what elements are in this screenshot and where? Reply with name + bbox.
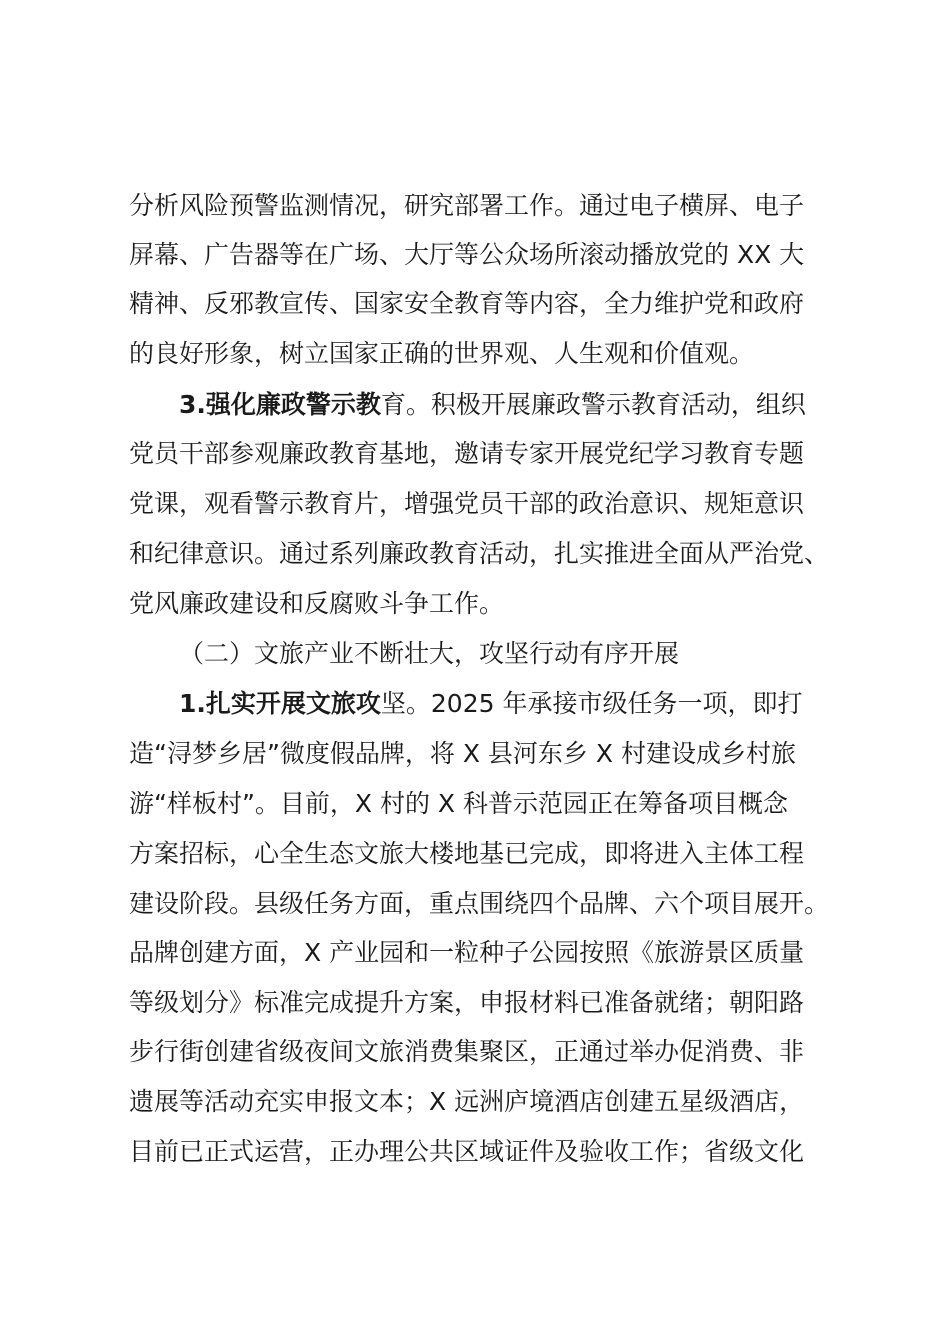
body-text-line: 等级划分》标准完成提升方案，申报材料已准备就绪；朝阳路 <box>129 988 805 1017</box>
body-text-line: 的良好形象，树立国家正确的世界观、人生观和价值观。 <box>129 339 755 368</box>
body-text-line: 和纪律意识。通过系列廉政教育活动，扎实推进全面从严治党、 <box>129 539 830 568</box>
body-text-line: 党课，观看警示教育片，增强党员干部的政治意识、规矩意识 <box>129 489 805 518</box>
subsection-heading: （二）文旅产业不断壮大，攻坚行动有序开展 <box>179 639 680 668</box>
body-text-line: 党员干部参观廉政教育基地，邀请专家开展党纪学习教育专题 <box>129 439 805 468</box>
bold-heading: 1.扎实开展文旅攻 <box>179 689 381 718</box>
section-heading-line <box>179 684 802 724</box>
body-text-line: 屏幕、广告器等在广场、大厅等公众场所滚动播放党的 XX 大 <box>129 240 805 269</box>
body-text-line: 党风廉政建设和反腐败斗争工作。 <box>129 589 505 618</box>
body-text-line: 游“样板村”。目前，X 村的 X 科普示范园正在筹备项目概念 <box>129 789 788 818</box>
body-text-line: 目前已正式运营，正办理公共区域证件及验收工作；省级文化 <box>129 1137 805 1166</box>
bold-heading: 3.强化廉政警示教 <box>179 390 381 419</box>
body-text-line: 方案招标，心全生态文旅大楼地基已完成，即将进入主体工程 <box>129 839 805 868</box>
body-text-line: 品牌创建方面，X 产业园和一粒种子公园按照《旅游景区质量 <box>129 938 805 967</box>
body-text: 坚。2025 年承接市级任务一项，即打 <box>380 689 803 718</box>
section-heading-line <box>179 385 806 425</box>
body-text-line: 建设阶段。县级任务方面，重点围绕四个品牌、六个项目展开。 <box>129 889 830 918</box>
body-text-line: 步行街创建省级夜间文旅消费集聚区，正通过举办促消费、非 <box>129 1037 805 1066</box>
body-text-line: 分析风险预警监测情况，研究部署工作。通过电子横屏、电子 <box>129 191 805 220</box>
body-text-line: 造“浔梦乡居”微度假品牌，将 X 县河东乡 X 村建设成乡村旅 <box>129 739 796 768</box>
body-text-line: 精神、反邪教宣传、国家安全教育等内容，全力维护党和政府 <box>129 289 805 318</box>
body-text-line: 遗展等活动充实申报文本；X 远洲庐境酒店创建五星级酒店， <box>129 1087 805 1116</box>
body-text: 育。积极开展廉政警示教育活动，组织 <box>380 390 806 419</box>
